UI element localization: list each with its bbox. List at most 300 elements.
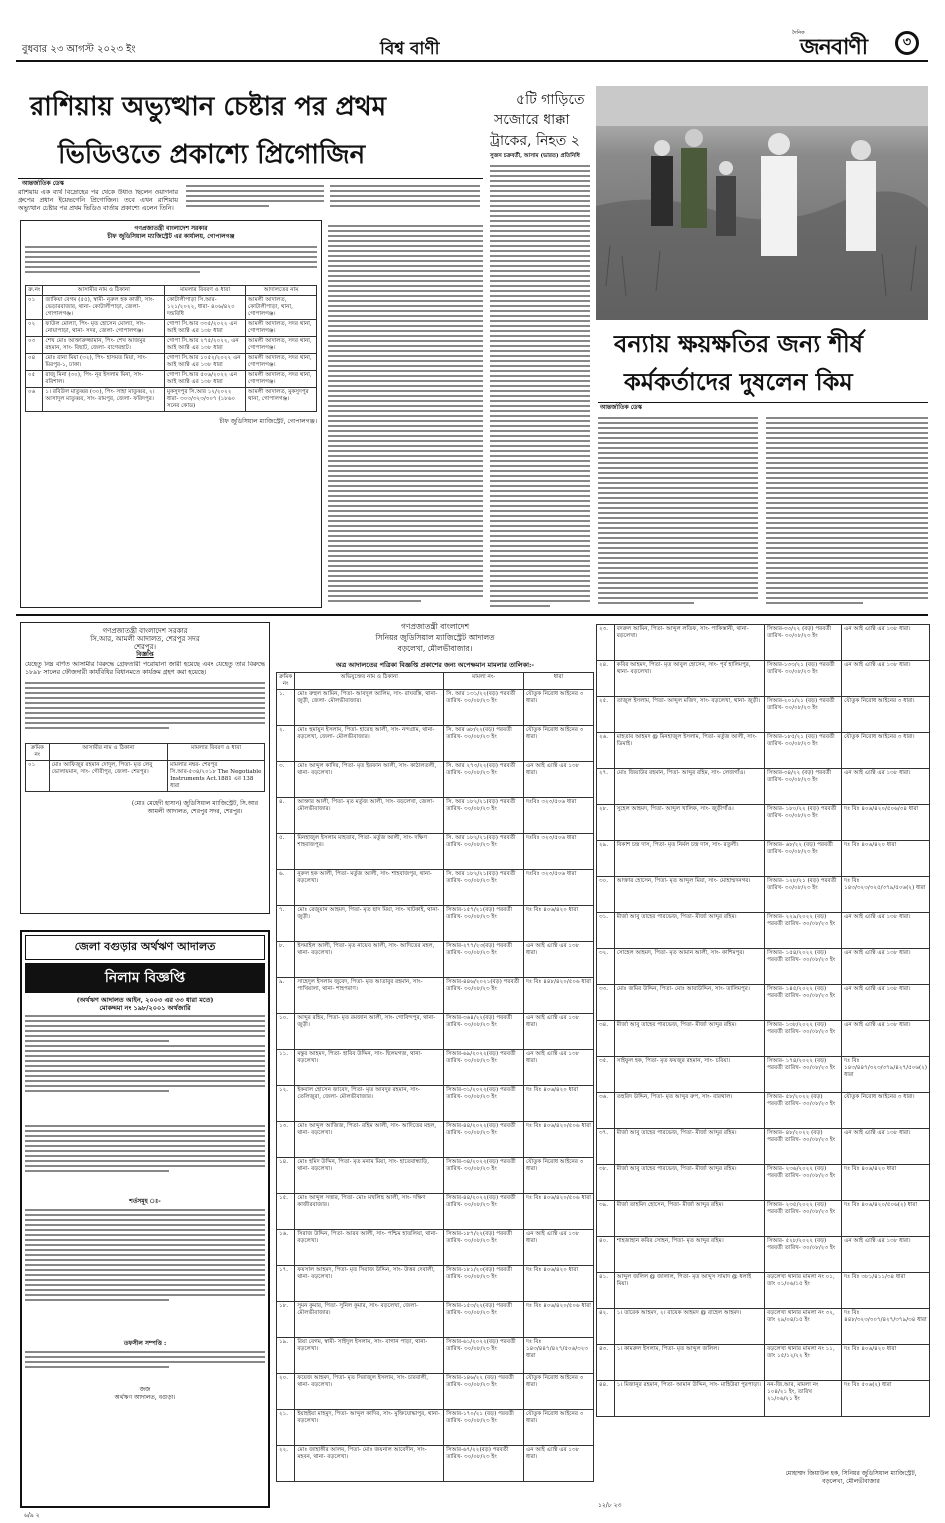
- gopalganj-cell: গোপা সি.আর ৩৩৫/২০২২ এন আই অ্যাক্ট এর ১৩৮ ধারা: [165, 320, 246, 337]
- moulvibazar-cell: ৪১.: [597, 1273, 615, 1309]
- moulvibazar-cell: ৫.: [277, 834, 295, 870]
- moulvibazar-cell: যৌতুক নিরোধ আইনের ৩ ধারা।: [842, 1093, 930, 1129]
- notice-gopalganj-signature: চীফ জুডিসিয়াল ম্যাজিস্ট্রেট, গোপালগঞ্জ।: [219, 418, 317, 425]
- moulvibazar-cell: ১৩.: [277, 1122, 295, 1158]
- moulvibazar-cell: ৯.: [277, 978, 295, 1014]
- moulvibazar-cell: মোঃ আব্দুল আজিজ, পিতা- রহিম আলী, সাং- আদিতের মহল, থানা- বড়লেখা।: [295, 1122, 444, 1158]
- moulvibazar-cell: ২.: [277, 726, 295, 762]
- moulvibazar-cell: কবির আহমদ, পিতা- মৃত আবুল হোসেন, সাং- পূর্ব হালিমপুর, থানা- বড়লেখা।: [614, 661, 764, 697]
- moulvibazar-cell: সিআর-১৮৭/২২(বড়) পরবর্তী তারিখ- ৩০/০৮/২৩ ইং: [444, 1230, 524, 1266]
- moulvibazar-cell: সিআর-১৮৫/২১ (বড়) পরবর্তী তারিখ- ৩০/০৮/২৩ ইং: [765, 733, 842, 769]
- notice-bogura-law: (অর্থঋণ আদালত আইন, ২০০৩ এর ৩৩ ধারা মতে): [76, 996, 214, 1004]
- gopalganj-row: [26, 320, 317, 337]
- moulvibazar-cell: মোঃ জাহাঙ্গীর আলম, পিতা- মোঃ জয়নাল আবেদীন, সাং- মহবন, থানা- বড়লেখা।: [295, 1446, 444, 1482]
- gopalganj-cell: আমলী আদালত, সদর থানা, গোপালগঞ্জ।: [246, 320, 317, 337]
- moulvibazar-cell: এন আই এ্যাক্ট এর ১৩৮ ধারা।: [842, 913, 930, 949]
- moulvibazar-cell: সি. আর ২৭৩/২২(বড়) পরবর্তী তারিখ- ৩০/০৮/২৩ ইং: [444, 762, 524, 798]
- gopalganj-cell: গোপা সি.আর ১০৫২/২০২২ এন আই অ্যাক্ট এর ১৩৮ ধারা: [165, 354, 246, 371]
- moulvibazar-cell: যৌতুক নিরোধ আইনের ৩ ধারা।: [524, 690, 594, 726]
- kim-column-1: [598, 414, 758, 607]
- sherpur-header-1: আসামীর নাম ও ঠিকানা: [49, 744, 167, 761]
- notice-sherpur-title-2: সি.আর, আমলী আদালত, শেরপুর সদর: [90, 635, 200, 643]
- moulvibazar-row: [277, 1410, 594, 1446]
- gopalganj-cell: ০১: [26, 296, 43, 320]
- moulvibazar-cell: দঃ বিঃ ৪০৬/৪২০/৫০৬(২) ধারা: [842, 1201, 930, 1237]
- moulvibazar-cell: সিআর-৩৩/২২ (বড়) পরবর্তী তারিখ- ৩০/০৮/২৩ ইং: [765, 625, 842, 661]
- moulvibazar-cell: ১২.: [277, 1086, 295, 1122]
- moulvibazar-cell: ১। কামরুল ইসলাম, পিতা- মৃত আব্দুল জলিল।: [614, 1345, 764, 1381]
- moulvibazar-cell: ২৩.: [597, 625, 615, 661]
- notice-gopalganj: [20, 220, 322, 608]
- moulvibazar-row: [597, 1021, 930, 1057]
- moulvibazar-cell: ৪২.: [597, 1309, 615, 1345]
- notice-gopalganj-title-2: চীফ জুডিসিয়াল ম্যাজিস্ট্রেট এর কার্যালয়, গোপালগঞ্জ: [107, 233, 235, 240]
- moulvibazar-row: [277, 978, 594, 1014]
- lead-column-2: [186, 182, 324, 216]
- moulvibazar-cell: সাইফুল হক, পিতা- মৃত ফয়জুর রহমান, সাং- চবিয়া।: [614, 1057, 764, 1093]
- moulvibazar-cell: মীর্জা আবু তাহের পারভেজ, পিতা- মীর্জা আব্দুর রহিম।: [614, 1129, 764, 1165]
- notice-sherpur-subtitle: বিজ্ঞপ্তি: [136, 651, 154, 658]
- gopalganj-row: [26, 296, 317, 320]
- gopalganj-cell: মোঃ রানা মিয়া (৩২), পিং- হাসমত মিয়া, সাং- মিরপুর-১, ঢাকা।: [43, 354, 165, 371]
- gopalganj-row: [26, 388, 317, 412]
- moulvibazar-cell: নুরুল হক আলী, পিতা- মর্তুজ আলী, সাং- শাহবাজপুর, থানা- বড়লেখা।: [295, 870, 444, 906]
- moulvibazar-cell: ১৯.: [277, 1338, 295, 1374]
- moulvibazar-cell: এন আই এ্যাক্ট এর ১৩৮ ধারা।: [842, 985, 930, 1021]
- truck-headline-3: ট্রাকের, নিহত ২: [490, 133, 580, 149]
- moulvibazar-row: [277, 1014, 594, 1050]
- moulvibazar-cell: আব্দুল জলিল @ জালাল, পিতা- মৃত আব্দুস সামাদ @ ধলাই মিয়া।: [614, 1273, 764, 1309]
- moulvibazar-cell: মোঃ হুমায়ুন ইসলাম, পিতা- হারেছ আলী, সাং- নন্দগ্রাম, থানা- বড়লেখা, জেলা- মৌলভীবাজার।: [295, 726, 444, 762]
- notice-bogura-case: মোকদ্দমা নং ১৯৮/২০০১ অর্থজারি: [99, 1004, 191, 1012]
- moulvibazar-row: [597, 625, 930, 661]
- moulvibazar-row: [597, 769, 930, 805]
- moulvibazar-cell: ৩৫.: [597, 1057, 615, 1093]
- gopalganj-cell: জাকিয়া বেগম (৫৫), স্বামী- নূরুল হক কাজী, সাং- ভেড়ারবাজার, থানা- কোটালীপাড়া, জেলা- গোপালগঞ্জ।: [43, 296, 165, 320]
- kim-headline-2: কর্মকর্তাদের দুষলেন কিম: [624, 367, 853, 396]
- brand-logo: জনবাণী: [800, 34, 868, 60]
- kim-photo: [596, 86, 928, 320]
- kim-photo-image: [596, 86, 928, 320]
- sherpur-cell: মোঃ আফিজুর রহমান দোদুল, পিতা- মৃত লেবু ভোলায়মান, সাং- গৌরীপুর, জেলা- শেরপুর।: [49, 761, 167, 792]
- gopalganj-header-3: আদালতের নাম: [246, 286, 317, 296]
- gopalganj-cell: ০৫: [26, 371, 43, 388]
- moulvibazar-cell: ৩২.: [597, 949, 615, 985]
- gopalganj-cell: রাজু মিনা (৩০), পিং- নূর ইসলাম মিনা, সাং- বরিশাল।: [43, 371, 165, 388]
- moulvibazar-cell: সিআর-৩৪/২০২২(বড়) পরবর্তী তারিখ- ৩০/০৮/২৩ ইং: [444, 1158, 524, 1194]
- moulvibazar-cell: ২৬.: [597, 733, 615, 769]
- moulvibazar-cell: এন আই এ্যাক্ট এর ১৩৮ ধারা।: [524, 762, 594, 798]
- moulvibazar-cell: সিআর- ১৪৫/২০২২ (বড়) পরবর্তী তারিখ- ৩০/০৮/২৩ ইং: [765, 985, 842, 1021]
- moulvibazar-row: [597, 1237, 930, 1273]
- moulvibazar-cell: ৩৯.: [597, 1201, 615, 1237]
- gopalganj-cell: ফাউল মোল্যা, পিং- মৃত হোসেন মোল্যা, সাং- নোয়াপাড়া, থানা- সদর, জেলা- গোপালগঞ্জ।: [43, 320, 165, 337]
- moulvibazar-cell: ৭.: [277, 906, 295, 942]
- moulvibazar-header-0: ক্রমিক নং: [277, 673, 295, 690]
- moulvibazar-cell: দঃ বিঃ ৪০৬/৪২০ ধারা: [842, 841, 930, 877]
- moulvibazar-row: [597, 949, 930, 985]
- moulvibazar-cell: সোহেল আহমদ, পিতা- মৃত আমান আলী, সাং- কাশিমপুর।: [614, 949, 764, 985]
- moulvibazar-row: [277, 1194, 594, 1230]
- truck-byline: সুজন চক্রবর্তী, আসাম (ভারত) প্রতিনিধি: [490, 153, 580, 159]
- moulvibazar-cell: ৪৪.: [597, 1381, 615, 1417]
- gopalganj-cell: আমলী আদালত, সদর থানা, গোপালগঞ্জ।: [246, 371, 317, 388]
- moulvibazar-cell: এন আই এ্যাক্ট এর ১৩৮ ধারা।: [842, 1021, 930, 1057]
- moulvibazar-cell: সিআর- ১৩৮/২০২২ (বড়) পরবর্তী তারিখ- ৩০/০৮/২৩ ইং: [765, 1021, 842, 1057]
- notice-sherpur: [20, 622, 270, 914]
- moulvibazar-cell: দঃ বিঃ ৪০৬/৪২০/৫০৬ ধারা: [524, 1194, 594, 1230]
- moulvibazar-cell: আব্দুর রহিম, পিতা- মৃত রমজান আলী, সাং- গোবিন্দপুর, থানা- জুড়ী।: [295, 1014, 444, 1050]
- gopalganj-cell: আমলী আদালত, মুকসুদপুর থানা, গোপালগঞ্জ।: [246, 388, 317, 412]
- moulvibazar-cell: সি. আর ১৮২/২১(বড়) পরবর্তী তারিখ- ৩০/০৮/২৩ ইং: [444, 798, 524, 834]
- moulvibazar-cell: সি. আর ১৮২/২১(বড়) পরবর্তী তারিখ- ৩০/০৮/২৩ ইং: [444, 870, 524, 906]
- moulvibazar-cell: দঃ বিঃ ৪৪৮/৪২০/৫০৬ ধারা: [524, 978, 594, 1014]
- lead-intro: রাশিয়ায় এক ব্যর্থ বিদ্রোহের পর থেকে উধাও ছিলেন ওয়াগনার গ্রুপের প্রধান ইয়েভগেনি প্রিগোজিন। তবে এখন রাশিয়ায় অভ্যুত্থান চেষ্টার পর প্রথম ভিডিও বার্তায় প্রকাশ্যে এলেন তিনি।: [18, 189, 178, 213]
- notice-gopalganj-title-1: গণপ্রজাতন্ত্রী বাংলাদেশ সরকার: [134, 225, 208, 232]
- moulvibazar-cell: ৩৩.: [597, 985, 615, 1021]
- moulvibazar-row: [597, 1309, 930, 1345]
- moulvibazar-cell: দঃ বিঃ ৪৪৮/৩২৩/৩০৭/৪২৭/৩৭৯/৩৪ ধারা: [842, 1309, 930, 1345]
- gopalganj-cell: গোপা সি.আর ৫০৬/২০২২ এন আই অ্যাক্ট এর ১৩৮ ধারা: [165, 371, 246, 388]
- moulvibazar-row: [597, 733, 930, 769]
- gopalganj-cell: শেখ মোঃ আক্তারুজ্জামান, পিং- শেখ আজমুর রহমান, সাং- বিছাট, জেলা- বাগেরহাট।: [43, 337, 165, 354]
- sherpur-cell: ০১: [26, 761, 50, 792]
- moulvibazar-cell: ১৫.: [277, 1194, 295, 1230]
- gopalganj-cell: ০৬: [26, 388, 43, 412]
- page-number: ৩: [895, 31, 919, 55]
- notice-bogura-footer-code: ৬/৯ ২: [24, 1512, 40, 1519]
- moulvibazar-cell: সিআর-১৫৭/২১(বড়) পরবর্তী তারিখ- ৩০/০৮/২৩ ইং: [444, 906, 524, 942]
- moulvibazar-cell: সিআর-৪৪/২০২২(বড়) পরবর্তী তারিখ- ৩০/০৮/২৩ ইং: [444, 1122, 524, 1158]
- moulvibazar-cell: ২৭.: [597, 769, 615, 805]
- notice-moulvibazar: [276, 622, 930, 1512]
- truck-body: [490, 162, 590, 607]
- moulvibazar-row: [597, 1129, 930, 1165]
- moulvibazar-row: [277, 1086, 594, 1122]
- sherpur-header-2: মামলার বিবরণ ও ধারা: [168, 744, 265, 761]
- moulvibazar-cell: বিকাশ চন্দ্র দাস, পিতা- মৃত নির্মল চন্দ্র দাস, সাং- রতুলী।: [614, 841, 764, 877]
- moulvibazar-cell: ১১.: [277, 1050, 295, 1086]
- gopalganj-cell: গোপা সি.আর ২৭৫/২০২২, এন আই অ্যাক্ট এর ১৩৮ ধারা: [165, 337, 246, 354]
- notice-moulvibazar-title-1: গণপ্রজাতন্ত্রী বাংলাদেশ: [400, 622, 470, 631]
- moulvibazar-cell: ৮.: [277, 942, 295, 978]
- brand-small: দৈনিক: [792, 30, 805, 36]
- moulvibazar-row: [277, 870, 594, 906]
- gopalganj-cell: ০৩: [26, 337, 43, 354]
- moulvibazar-row: [277, 834, 594, 870]
- lead-headline-2: ভিডিওতে প্রকাশ্যে প্রিগোজিন: [58, 140, 366, 170]
- moulvibazar-cell: দঃ বিঃ ৪০৬/৪২০ ধারা: [524, 1266, 594, 1302]
- moulvibazar-cell: সি. আর ১৩১/২২(বড়) পরবর্তী তারিখ- ৩০/০৮/২৩ ইং: [444, 690, 524, 726]
- moulvibazar-row: [597, 841, 930, 877]
- notice-bogura-parties: [25, 1012, 265, 1122]
- moulvibazar-cell: দঃ বিঃ ১৪৩/৪৪৭/৪২৭/৫০৬/৩২৩ ধারা: [524, 1338, 594, 1374]
- moulvibazar-cell: যৌতুক নিরোধ আইনের ৩ ধারা।: [524, 726, 594, 762]
- issue-date: বুধবার ২৩ আগস্ট ২০২৩ ইং: [22, 44, 136, 55]
- moulvibazar-cell: সিআর- ১২৮/২১ (বড়) পরবর্তী তারিখ- ৩০/০৮/২৩ ইং: [765, 877, 842, 913]
- moulvibazar-cell: ১৪.: [277, 1158, 295, 1194]
- notice-bogura-signature-2: অর্থঋণ আদালত, বগুড়া।: [114, 1394, 176, 1401]
- notice-bogura-conditions: [25, 1206, 265, 1336]
- moulvibazar-cell: বড়লেখা থানার মামলা নং ৩২, তাং ২৯/০৪/১৫ ইং: [765, 1309, 842, 1345]
- kim-column-2: [766, 414, 928, 607]
- moulvibazar-header-3: ধারা: [524, 673, 594, 690]
- moulvibazar-cell: আক্তার আলী, পিতা- মৃত মর্তুজ আলী, সাং- বড়লেখা, জেলা- মৌলভীবাজার।: [295, 798, 444, 834]
- masthead-divider: [16, 60, 928, 62]
- moulvibazar-cell: এন আই এ্যাক্ট এর ১৩৮ ধারা।: [842, 1129, 930, 1165]
- moulvibazar-cell: সাহেদুল ইসলাম জুবেদ, পিতা- মৃত আতাবুর রহমান, সাং- পাখিয়ালা, থানা- শাহপরাণ।: [295, 978, 444, 1014]
- moulvibazar-row: [597, 697, 930, 733]
- moulvibazar-cell: সিআর-১৫৩/২২(বড়) পরবর্তী তারিখ- ৩০/০৮/২৩ ইং: [444, 1302, 524, 1338]
- lead-column-3: [330, 182, 480, 216]
- notice-bogura-order: [25, 1122, 265, 1194]
- moulvibazar-cell: ইকবাল হোসেন জাবেদ, পিতা- মৃত আবদুর রহমান, সাং- তেলিজুরা, জেলা- মৌলভীবাজার।: [295, 1086, 444, 1122]
- moulvibazar-cell: মীর্জা আবু তাহের পারভেজ, পিতা- মীর্জা আব্দুর রহিম।: [614, 1165, 764, 1201]
- moulvibazar-cell: তহুরিদ উদ্দিন, পিতা- মৃত আব্দুর রুপ, সাং- বারথাল।: [614, 1093, 764, 1129]
- moulvibazar-cell: ১০.: [277, 1014, 295, 1050]
- moulvibazar-cell: মোঃ হমিদ উদ্দিন, পিতা- মৃত মনাম মিয়া, সাং- হাতেবান্ধাড়ি, থানা- বড়লেখা।: [295, 1158, 444, 1194]
- moulvibazar-cell: দঃ বিঃ ১৪৩/৪৪৭/৩২৩/৩৭৯/৪২৭/৫০৬(২) ধারা: [842, 1057, 930, 1093]
- notice-sherpur-table: [25, 743, 265, 792]
- moulvibazar-cell: ২১.: [277, 1410, 295, 1446]
- moulvibazar-cell: মোঃ আব্দুল সত্তার, পিতা- মোঃ মখলিছ আলী, সাং- দক্ষিণ কাজীরবাজার।: [295, 1194, 444, 1230]
- moulvibazar-cell: বদরুল আমিন, পিতা- আব্দুল লতিফ, সাং- পাকিস্তানী, থানা- বড়লেখা।: [614, 625, 764, 661]
- moulvibazar-row: [277, 690, 594, 726]
- moulvibazar-cell: সিআর-১৮১/২০(বড়) পরবর্তী তারিখ- ৩০/০৮/২৩ ইং: [444, 1266, 524, 1302]
- moulvibazar-cell: সিআর-১৩৩/২১ (বড়) পরবর্তী তারিখ- ৩০/০৮/২৩ ইং: [765, 661, 842, 697]
- notice-gopalganj-table: [25, 285, 317, 412]
- gopalganj-cell: ০২: [26, 320, 43, 337]
- moulvibazar-cell: সিআর- ৫২৮/২০২২ (বড়) পরবর্তী তারিখ- ৩০/০৮/২৩ ইং: [765, 1237, 842, 1273]
- moulvibazar-row: [597, 805, 930, 841]
- kim-divider: [598, 402, 928, 403]
- moulvibazar-row: [277, 1050, 594, 1086]
- moulvibazar-cell: ২৯.: [597, 841, 615, 877]
- moulvibazar-cell: এন আই এ্যাক্ট এর ১৩৮ ধারা।: [842, 1237, 930, 1273]
- gopalganj-cell: মুকসুদপুর সি.আর ১২/২০২২ ধারা- ৩০৩/৩২৩/৩০৭ (১৮৬০ সনের কোড): [165, 388, 246, 412]
- notice-moulvibazar-signature: মোহাম্মদ জিয়াউল হক, সিনিয়র জুডিসিয়াল ম্যাজিস্ট্রেট, বড়লেখা, মৌলভীবাজার: [785, 1470, 917, 1485]
- moulvibazar-cell: ২৮.: [597, 805, 615, 841]
- moulvibazar-cell: সিআর- ২২৯/২০২২ (বড়) পরবর্তী তারিখ- ৩০/০৮/২৩ ইং: [765, 913, 842, 949]
- moulvibazar-row: [597, 1057, 930, 1093]
- notice-bogura-schedule-label: তফসীল সম্পত্তি :: [123, 1340, 167, 1347]
- moulvibazar-row: [277, 1230, 594, 1266]
- moulvibazar-cell: সিআর-৬৯/২০২২(বড়) পরবর্তী তারিখ- ৩০/০৮/২৩ ইং: [444, 1050, 524, 1086]
- moulvibazar-row: [597, 1345, 930, 1381]
- moulvibazar-row: [597, 1273, 930, 1309]
- moulvibazar-cell: দঃ বিঃ ৪০৬/৪২০ ধারা: [842, 1345, 930, 1381]
- moulvibazar-cell: দঃ বিঃ ৪০৬/৪২০/৫০৬/৩৪ ধারা: [842, 805, 930, 841]
- moulvibazar-table-left-wrap: [276, 672, 594, 1504]
- moulvibazar-row: [277, 1122, 594, 1158]
- moulvibazar-cell: দঃ বিঃ ৫০৬(২) ধারা: [842, 1381, 930, 1417]
- moulvibazar-cell: দঃবিঃ ৩২৩/৫০৬ ধারা: [524, 798, 594, 834]
- moulvibazar-cell: দঃবিঃ ৩২৩/৫০৬ ধারা: [524, 834, 594, 870]
- moulvibazar-cell: ৩.: [277, 762, 295, 798]
- moulvibazar-cell: ২২.: [277, 1446, 295, 1482]
- moulvibazar-cell: সি. আর ১৮২/২১(বড়) পরবর্তী তারিখ- ৩০/০৮/২৩ ইং: [444, 834, 524, 870]
- moulvibazar-cell: সিআর-৬১/২০২২(বড়) পরবর্তী তারিখ- ৩০/০৮/২৩ ইং: [444, 1338, 524, 1374]
- gopalganj-cell: ০৪: [26, 354, 43, 371]
- moulvibazar-row: [277, 726, 594, 762]
- moulvibazar-cell: যৌতুক নিরোধ আইনের ৩ ধারা।: [524, 1158, 594, 1194]
- notice-sherpur-title-3: শেরপুর।: [134, 643, 156, 651]
- moulvibazar-row: [277, 1446, 594, 1482]
- gopalganj-cell: আমলী আদালত, সদর থানা, গোপালগঞ্জ।: [246, 337, 317, 354]
- moulvibazar-cell: নন-জি.আর, মামলা নং ১০৪/২১ ইং, তারিখ ২১/০৬/২১ ইং: [765, 1381, 842, 1417]
- gopalganj-cell: কোটালীপাড়া সি.আর- ১২১/২০২২, ধারা- ৪০৬/৪২০ দন্ডবিধি: [165, 296, 246, 320]
- notice-gopalganj-body: [25, 243, 317, 283]
- moulvibazar-header-2: মামলা নং-: [444, 673, 524, 690]
- moulvibazar-cell: সিআর- ২৩৬/২০২২ (বড়) পরবর্তী তারিখ- ৩০/০৮/২৩ ইং: [765, 1165, 842, 1201]
- moulvibazar-cell: দঃ বিঃ ৪০৬/৪২০/৫০৬ ধারা: [524, 1302, 594, 1338]
- moulvibazar-cell: ইয়াহইয়া মাহমুদ, পিতা- আব্দুল কাদির, সাং- মুক্তিযোদ্ধাপুর, থানা- বড়লেখা।: [295, 1410, 444, 1446]
- lead-headline-1: রাশিয়ায় অভ্যুত্থান চেষ্টার পর প্রথম: [30, 92, 387, 122]
- moulvibazar-cell: ৩০.: [597, 877, 615, 913]
- kim-byline: আন্তর্জাতিক ডেস্ক: [600, 404, 642, 411]
- moulvibazar-row: [277, 1158, 594, 1194]
- truck-headline-2: সজোরে ধাক্কা: [494, 112, 570, 128]
- notice-bogura-conditions-label: শর্তসমূহ ঃ-: [129, 1198, 161, 1205]
- moulvibazar-cell: সিআর-২০১/২১ (বড়) পরবর্তী তারিখ- ৩০/০৮/২৩ ইং: [765, 697, 842, 733]
- moulvibazar-cell: সিআর-১৪৬/২২ (বড়) পরবর্তী তারিখ- ৩০/০৮/২৩ ইং: [444, 1374, 524, 1410]
- moulvibazar-row: [597, 985, 930, 1021]
- moulvibazar-cell: সিআর- ১৮০/২২ (বড়) পরবর্তী তারিখ- ৩০/০৮/২৩ ইং: [765, 805, 842, 841]
- moulvibazar-cell: যৌতুক নিরোধ আইনের ৩ ধারা।: [842, 733, 930, 769]
- moulvibazar-cell: তাজুল ইসলাম, পিতা- আব্দুল মজিদ, সাং- বড়লেখা, থানা- জুড়ী।: [614, 697, 764, 733]
- moulvibazar-table-left: [276, 672, 594, 1482]
- gopalganj-header-1: আসামীর নাম ও ঠিকানা: [43, 286, 165, 296]
- moulvibazar-cell: সিআর-৩১/২০২২(বড়) পরবর্তী তারিখ- ৩০/০৮/২৩ ইং: [444, 1086, 524, 1122]
- moulvibazar-cell: ৩৪.: [597, 1021, 615, 1057]
- notice-moulvibazar-title-2: সিনিয়র জুডিসিয়াল ম্যাজিস্ট্রেট আদালত: [375, 633, 495, 642]
- moulvibazar-cell: দঃ বিঃ ৪০৬/৪২০ ধারা: [842, 1165, 930, 1201]
- moulvibazar-cell: ১.: [277, 690, 295, 726]
- notice-bogura-title: নিলাম বিজ্ঞপ্তি: [25, 963, 265, 993]
- notice-bogura-schedule: [25, 1348, 265, 1378]
- lead-column-2b: [328, 222, 483, 607]
- moulvibazar-cell: এন আই এ্যাক্ট এর ১৩৮ ধারা।: [524, 942, 594, 978]
- moulvibazar-cell: সিআর- ৬৮/২২ (বড়) পরবর্তী তারিখ- ৩০/০৮/২৩ ইং: [765, 841, 842, 877]
- gopalganj-cell: আমলী আদালত, কোটালীপাড়া, থানা, গোপালগঞ্জ।: [246, 296, 317, 320]
- moulvibazar-cell: সিআর-৪৪৬/২০২১(বড়) পরবর্তী তারিখ- ৩০/০৮/২৩ ইং: [444, 978, 524, 1014]
- moulvibazar-cell: ৩১.: [597, 913, 615, 949]
- moulvibazar-cell: দঃ বিঃ ৪০৬/৪২০/৫০৬ ধারা: [524, 1122, 594, 1158]
- sherpur-header-0: ক্রমিক নং: [26, 744, 50, 761]
- notice-moulvibazar-subtitle: অত্র আদালতের পত্রিকা বিজ্ঞপ্তি প্রকাশের জন্য অপেক্ষমান মামলার তালিকা:-: [335, 661, 535, 669]
- notice-sherpur-body-more: [25, 679, 265, 743]
- moulvibazar-cell: দঃ বিঃ ৩৮১/৪১১/৩৪ ধারা: [842, 1273, 930, 1309]
- moulvibazar-cell: ১৭.: [277, 1266, 295, 1302]
- moulvibazar-cell: মন্তুর আহমদ, পিতা- হাবিব উদ্দিন, সাং- ছিলমগজ, থানা- বড়লেখা।: [295, 1050, 444, 1086]
- moulvibazar-row: [597, 1201, 930, 1237]
- moulvibazar-cell: ৪.: [277, 798, 295, 834]
- moulvibazar-cell: ফয়সাল আহমদ, পিতা- মৃত সিরাজ উদ্দিন, সাং- উত্তর দেবালী, থানা- বড়লেখা।: [295, 1266, 444, 1302]
- moulvibazar-cell: সিআর-৩৪/২২ (বড়) পরবর্তী তারিখ- ৩০/০৮/২৩ ইং: [765, 769, 842, 805]
- moulvibazar-row: [597, 1165, 930, 1201]
- moulvibazar-table-right-wrap: [596, 624, 930, 1424]
- moulvibazar-row: [277, 906, 594, 942]
- moulvibazar-cell: বড়লেখা থানার মামলা নং ১১, তাং ১৫/১২/২২ ইং: [765, 1345, 842, 1381]
- moulvibazar-cell: মীর্জা আবু তাহের পারভেজ, পিতা- মীর্জা আব্দুর রহিম।: [614, 913, 764, 949]
- moulvibazar-cell: দঃ বিঃ ৪০৬/৪২০ ধারা: [524, 1086, 594, 1122]
- moulvibazar-cell: আক্তার হোসেন, পিতা- মৃত আব্দুল মিয়া, সাং- মোহাম্মদনগর।: [614, 877, 764, 913]
- moulvibazar-cell: ৩৭.: [597, 1129, 615, 1165]
- gopalganj-row: [26, 371, 317, 388]
- moulvibazar-table-right: [596, 624, 930, 1417]
- notice-sherpur-signature: (মোঃ মেহেদী হাসান) জুডিসিয়াল ম্যাজিস্ট্রেট, সি.আর আমলী আদালত, শেরপুর সদর, শেরপুর।: [131, 800, 259, 815]
- moulvibazar-cell: মীর্জা আবু তাহের পারভেজ, পিতা- মীর্জা আব্দুর রহিম।: [614, 1021, 764, 1057]
- moulvibazar-row: [277, 762, 594, 798]
- moulvibazar-cell: সুহেল আহমদ, পিতা- আব্দুল খালিক, সাং- জুড়ীগাঁও।: [614, 805, 764, 841]
- moulvibazar-cell: সিআর- ২৩৫/২০২২ (বড়) পরবর্তী তারিখ- ৩০/০৮/২৩ ইং: [765, 1201, 842, 1237]
- moulvibazar-row: [277, 1374, 594, 1410]
- moulvibazar-header-1: অভিযুক্তের নাম ও ঠিকানা: [295, 673, 444, 690]
- moulvibazar-row: [277, 1302, 594, 1338]
- moulvibazar-cell: ৩৮.: [597, 1165, 615, 1201]
- moulvibazar-cell: দঃ বিঃ ১৪৩/৩২৩/৩২৫/৩৭৯/৫০৬(২) ধারা: [842, 877, 930, 913]
- kim-headline-1: বন্যায় ক্ষয়ক্ষতির জন্য শীর্ষ: [614, 329, 863, 358]
- moulvibazar-row: [277, 942, 594, 978]
- moulvibazar-row: [597, 913, 930, 949]
- notice-moulvibazar-title-3: বড়লেখা, মৌলভীবাজার।: [397, 644, 473, 653]
- moulvibazar-cell: এন আই এ্যাক্ট এর ১৩৮ ধারা।: [524, 1050, 594, 1086]
- moulvibazar-cell: সিআর-৩৬৪/২২(বড়) পরবর্তী তারিখ- ৩০/০৮/২৩ ইং: [444, 1014, 524, 1050]
- notice-moulvibazar-footer-code: ১২/৮ ২৩: [598, 1502, 622, 1509]
- moulvibazar-cell: শাহজাহান কবির সোহন, পিতা- মৃত আব্দুর রহিম।: [614, 1237, 764, 1273]
- moulvibazar-cell: ১। তারেক আহমদ, ২। রায়েক আহমদ @ রাহেল আহমদ।: [614, 1309, 764, 1345]
- moulvibazar-row: [597, 1381, 930, 1417]
- moulvibazar-cell: এন আই এ্যাক্ট এর ১৩৮ ধারা।: [842, 661, 930, 697]
- moulvibazar-cell: এন আই এ্যাক্ট এর ১৩৮ ধারা।: [842, 625, 930, 661]
- moulvibazar-cell: সিআর-৪৪/২০২২(বড়) পরবর্তী তারিখ- ৩০/০৮/২৩ ইং: [444, 1194, 524, 1230]
- notice-bogura-signature-1: জজ: [139, 1386, 151, 1393]
- sherpur-cell: মামলার নম্বর- শেরপুর সি.আর-৫৩৪/২০১৮ The Negotiable Instruments Act.1881 এর 138 ধারা: [168, 761, 265, 792]
- moulvibazar-cell: মাহতাব আহমদ @ মিনহাজুল ইসলাম, পিতা- মর্তুজ আলী, সাং- ডিমাই।: [614, 733, 764, 769]
- lead-divider: [18, 178, 483, 179]
- moulvibazar-cell: ১৬.: [277, 1230, 295, 1266]
- moulvibazar-cell: ফয়েজ আহমদ, পিতা- মৃত সিরাজুল ইসলাম, সাং- চারবালী, থানা- বড়লেখা।: [295, 1374, 444, 1410]
- moulvibazar-cell: সুমন কুমার, পিতা- সুনিল কুমার, সাং- বড়লেখা, জেলা- মৌলভীবাজার।: [295, 1302, 444, 1338]
- moulvibazar-cell: এন আই এ্যাক্ট এর ১৩৮ ধারা।: [524, 1014, 594, 1050]
- moulvibazar-cell: এন আই এ্যাক্ট এর ১৩৮ ধারা।: [524, 1446, 594, 1482]
- moulvibazar-cell: সিআর- ১৭৪/২০২২ (বড়) পরবর্তী তারিখ- ৩০/০৮/২৩ ইং: [765, 1057, 842, 1093]
- moulvibazar-row: [597, 877, 930, 913]
- moulvibazar-cell: যৌতুক নিরোধ আইনের ৩ ধারা।: [524, 1374, 594, 1410]
- moulvibazar-cell: সিআর-১৭০/২১ (বড়) পরবর্তী তারিখ- ৩০/০৮/২৩ ইং: [444, 1410, 524, 1446]
- moulvibazar-cell: বড়লেখা থানার মামলা নং ০১, তাং ০১/০৬/১৫ ইং: [765, 1273, 842, 1309]
- notice-bogura: [20, 930, 270, 1508]
- moulvibazar-row: [597, 661, 930, 697]
- moulvibazar-cell: ৬.: [277, 870, 295, 906]
- moulvibazar-cell: রিয়া বেগম, স্বামী- সাইদুল ইসলাম, সাং- বাগান পাড়া, থানা- বড়লেখা।: [295, 1338, 444, 1374]
- moulvibazar-cell: দঃ বিঃ ৪০৬/৪২০ ধারা: [524, 906, 594, 942]
- masthead: [0, 0, 945, 60]
- moulvibazar-cell: সিআর-২৭৭/২৩(বড়) পরবর্তী তারিখ- ৩০/০৮/২৩ ইং: [444, 942, 524, 978]
- gopalganj-header-0: ক্র.নং: [26, 286, 43, 296]
- moulvibazar-cell: সিআর- ৫৮/২০২২ (বড়) পরবর্তী তারিখ- ৩০/০৮/২৩ ইং: [765, 1093, 842, 1129]
- moulvibazar-cell: সিআর-৬৭/২২(বড়) পরবর্তী তারিখ- ৩০/০৮/২৩ ইং: [444, 1446, 524, 1482]
- moulvibazar-cell: সিরাজ উদ্দিন, পিতা- আরব আলী, সাং- পশ্চিম হাতলিয়া, থানা- বড়লেখা।: [295, 1230, 444, 1266]
- moulvibazar-cell: যৌতুক নিরোধ আইনের ৩ ধারা।: [524, 1410, 594, 1446]
- moulvibazar-cell: সিআর- ৪৮/২০২২ (বড়) পরবর্তী তারিখ- ৩০/০৮/২৩ ইং: [765, 1129, 842, 1165]
- moulvibazar-cell: মোঃ রেজুয়ান আহমদ, পিতা- মৃত ছাদ মিয়া, সাং- খাটকাই, থানা- জুড়ী।: [295, 906, 444, 942]
- moulvibazar-cell: যৌতুক নিরোধ আইনের ৩ ধারা।: [842, 697, 930, 733]
- moulvibazar-row: [277, 1338, 594, 1374]
- moulvibazar-cell: ৪৩.: [597, 1345, 615, 1381]
- gopalganj-row: [26, 337, 317, 354]
- moulvibazar-row: [277, 798, 594, 834]
